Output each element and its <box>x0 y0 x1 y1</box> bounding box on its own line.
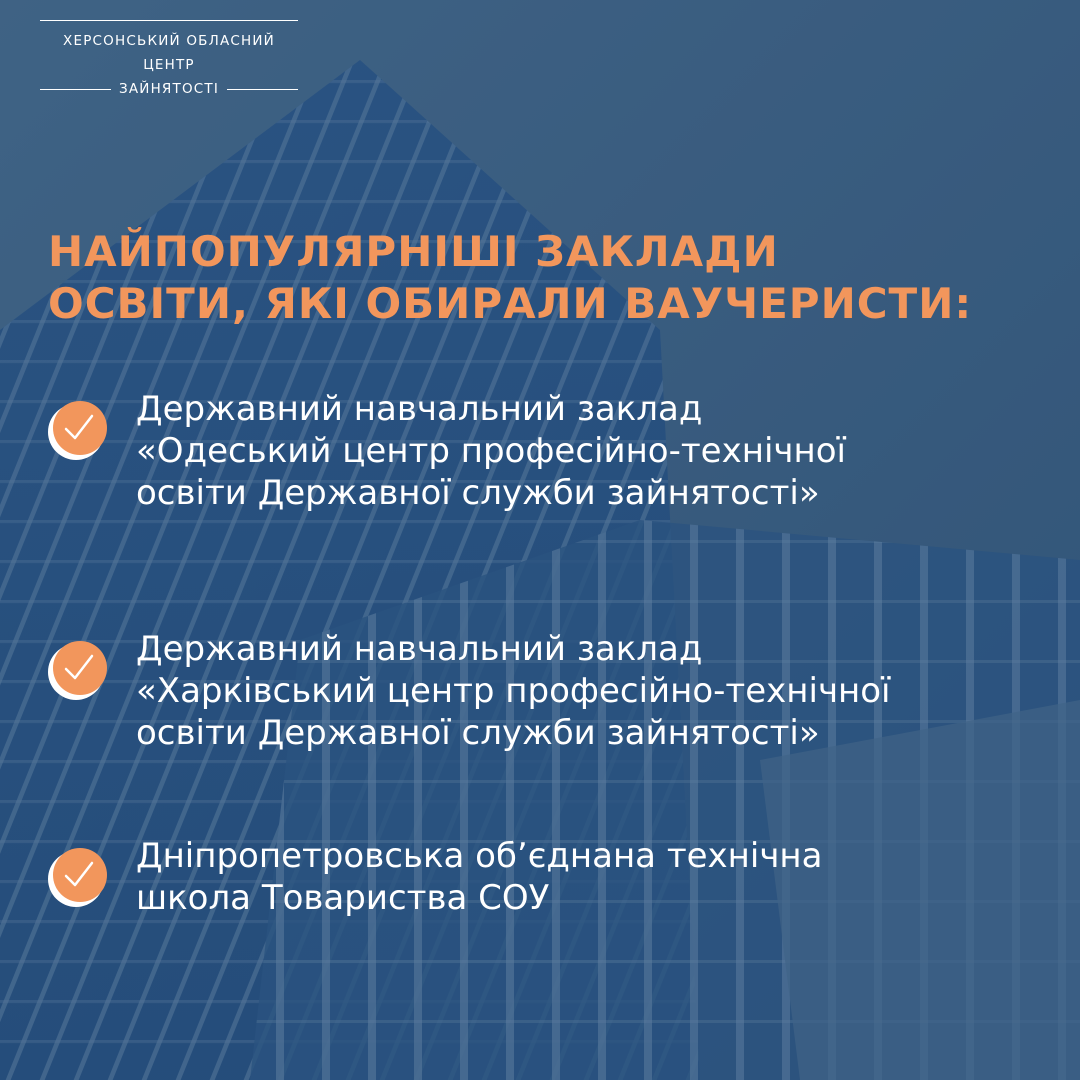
list-item-text <box>136 628 891 754</box>
list-item-line: Державний навчальний заклад <box>136 389 703 429</box>
list-item <box>46 835 823 919</box>
logo <box>40 20 298 101</box>
list-item-line: освіти Державної служби зайнятості» <box>136 473 820 513</box>
page-title <box>48 226 1058 330</box>
list-item <box>46 628 891 754</box>
list-item-text <box>136 835 823 919</box>
list-item-line: «Одеський центр професійно-технічної <box>136 431 846 471</box>
list-item-line: освіти Державної служби зайнятості» <box>136 713 820 753</box>
title-line-1: НАЙПОПУЛЯРНІШІ ЗАКЛАДИ <box>48 227 779 276</box>
list-item-text <box>136 388 846 514</box>
logo-line-1: ХЕРСОНСЬКИЙ ОБЛАСНИЙ <box>63 33 275 49</box>
logo-left-rule <box>40 89 111 90</box>
list-item-line: Державний навчальний заклад <box>136 629 703 669</box>
list-item-line: Дніпропетровська об’єднана технічна <box>136 836 823 876</box>
check-circle-icon <box>46 638 110 702</box>
logo-line-2: ЦЕНТР <box>143 57 195 73</box>
check-circle-icon <box>46 845 110 909</box>
list-item-line: школа Товариства СОУ <box>136 878 550 918</box>
logo-top-rule <box>40 20 298 21</box>
logo-line-3: ЗАЙНЯТОСТІ <box>118 81 220 97</box>
list-item-line: «Харківський центр професійно-технічної <box>136 671 891 711</box>
check-circle-icon <box>46 398 110 462</box>
logo-right-rule <box>227 89 298 90</box>
logo-line-3-wrap <box>40 77 298 101</box>
title-line-2: ОСВІТИ, ЯКІ ОБИРАЛИ ВАУЧЕРИСТИ: <box>48 279 973 328</box>
list-item <box>46 388 846 514</box>
